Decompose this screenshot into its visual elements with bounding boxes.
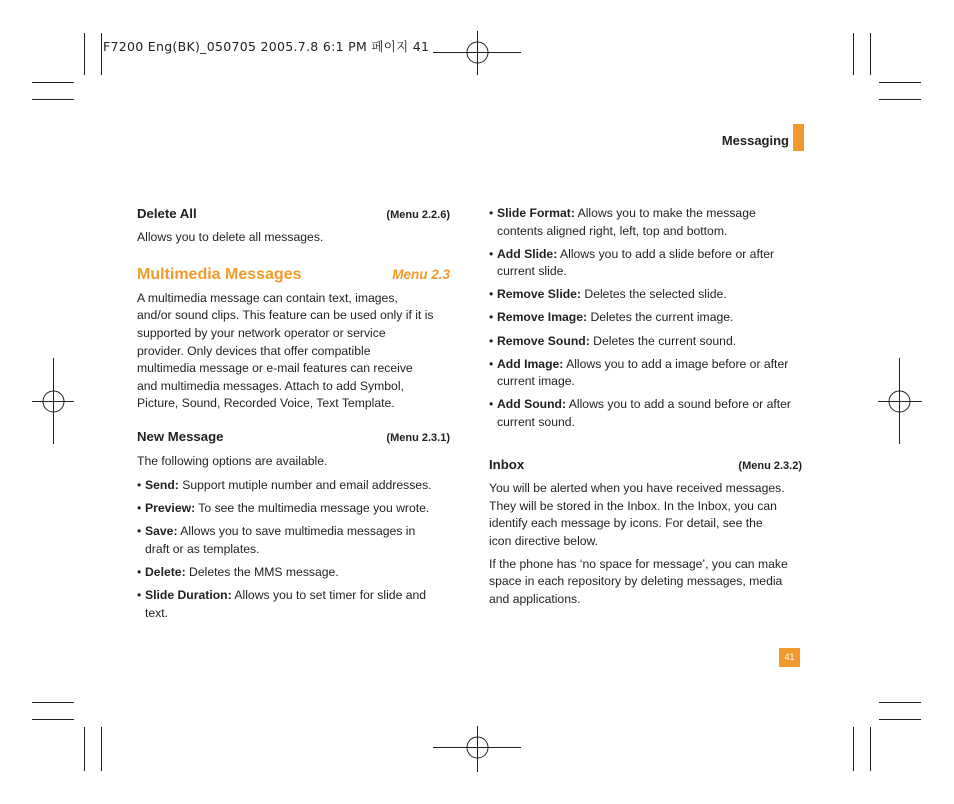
crop-mark xyxy=(101,727,102,771)
text-line: provider. Only devices that offer compatible xyxy=(137,343,371,358)
option-desc: draft or as templates. xyxy=(145,541,260,556)
list-item: • Add Image: Allows you to add a image before or after current image. xyxy=(489,356,802,391)
registration-target-icon xyxy=(32,358,74,444)
menu-ref: Menu 2.3 xyxy=(392,267,450,283)
section-title: Delete All xyxy=(137,206,197,221)
text-line: If the phone has ‘no space for message’, you can make xyxy=(489,556,788,571)
registration-target-icon xyxy=(878,358,922,444)
text-line: space in each repository by deleting messages, media xyxy=(489,574,783,589)
option-list xyxy=(489,205,802,432)
crop-mark xyxy=(84,33,85,75)
list-item: • Slide Format: Allows you to make the message contents aligned right, left, top and bottom. xyxy=(489,205,802,240)
text-line: multimedia message or e-mail features can receive xyxy=(137,361,413,376)
option-term: Send: xyxy=(145,478,179,493)
inbox-heading xyxy=(489,456,802,476)
option-term: Save: xyxy=(145,524,178,539)
list-item: • Slide Duration: Allows you to set timer for slide and text. xyxy=(137,587,450,622)
option-desc: Allows you to add a sound before or after xyxy=(566,397,791,412)
running-head: Messaging xyxy=(721,133,789,148)
list-item: • Add Slide: Allows you to add a slide before or after current slide. xyxy=(489,246,802,281)
section-tab xyxy=(793,124,804,151)
list-item: • Add Sound: Allows you to add a sound before or after current sound. xyxy=(489,396,802,431)
crop-mark xyxy=(84,727,85,771)
delete-all-heading xyxy=(137,205,450,225)
chapter-title: Multimedia Messages xyxy=(137,266,302,284)
crop-mark xyxy=(853,33,854,75)
crop-mark xyxy=(32,99,74,100)
inbox-paragraph xyxy=(489,556,802,609)
option-desc: To see the multimedia message you wrote. xyxy=(195,501,430,516)
crop-mark xyxy=(853,727,854,771)
option-desc: Allows you to add a slide before or after xyxy=(557,246,775,261)
option-desc: Allows you to make the message xyxy=(574,206,756,220)
option-list xyxy=(137,477,450,622)
text-line: identify each message by icons. For detail, see the xyxy=(489,516,763,531)
option-term: Add Slide: xyxy=(497,246,558,261)
option-term: Preview: xyxy=(145,501,196,516)
crop-mark xyxy=(879,702,921,703)
list-item: • Save: Allows you to save multimedia messages in draft or as templates. xyxy=(137,523,450,558)
option-desc: Allows you to set timer for slide and xyxy=(231,588,427,603)
option-desc: Allows you to save multimedia messages in xyxy=(177,524,416,539)
page-number: 41 xyxy=(779,648,800,667)
multimedia-heading xyxy=(137,266,450,284)
option-term: Slide Format: xyxy=(497,206,575,220)
crop-mark xyxy=(32,702,74,703)
option-desc: text. xyxy=(145,605,169,620)
option-desc: current slide. xyxy=(497,264,567,279)
text-line: and applications. xyxy=(489,591,581,606)
option-term: Delete: xyxy=(145,565,186,579)
option-term: Remove Slide: xyxy=(497,287,581,302)
option-desc: current image. xyxy=(497,374,575,389)
option-desc: Deletes the current sound. xyxy=(589,333,737,348)
list-item: • Preview: To see the multimedia message you wrote. xyxy=(137,501,430,516)
option-desc: Deletes the MMS message. xyxy=(185,565,339,579)
option-desc: Support mutiple number and email addresses. xyxy=(178,478,432,493)
list-item: • Remove Image: Deletes the current image. xyxy=(489,310,734,325)
right-column xyxy=(489,205,802,608)
multimedia-paragraph xyxy=(137,290,450,413)
menu-ref: (Menu 2.2.6) xyxy=(386,209,450,221)
option-desc: contents aligned right, left, top and bottom. xyxy=(497,223,728,238)
text-line: supported by your network operator or service xyxy=(137,325,386,340)
body-text: Allows you to delete all messages. xyxy=(137,229,324,244)
option-desc: Deletes the current image. xyxy=(587,310,734,325)
text-line: You will be alerted when you have received messages. xyxy=(489,481,785,496)
registration-target-icon xyxy=(433,31,521,75)
crop-mark xyxy=(879,99,921,100)
crop-mark xyxy=(32,719,74,720)
list-item: • Remove Sound: Deletes the current sound. xyxy=(489,333,737,348)
option-term: Slide Duration: xyxy=(145,588,232,603)
crop-mark xyxy=(870,33,871,75)
crop-mark xyxy=(879,719,921,720)
option-desc: Allows you to add a image before or after xyxy=(563,356,789,371)
option-term: Remove Image: xyxy=(497,310,588,325)
text-line: They will be stored in the Inbox. In the Inbox, you can xyxy=(489,498,777,513)
text-line: Picture, Sound, Recorded Voice, Text Template. xyxy=(137,396,395,411)
crop-mark xyxy=(32,82,74,83)
section-title: New Message xyxy=(137,428,224,444)
crop-mark xyxy=(101,33,102,75)
section-title: Inbox xyxy=(489,456,525,472)
option-desc: current sound. xyxy=(497,414,575,429)
text-line: and multimedia messages. Attach to add Symbol, xyxy=(137,378,404,393)
menu-ref: (Menu 2.3.1) xyxy=(386,431,450,444)
inbox-paragraph xyxy=(489,480,802,550)
list-item: • Send: Support mutiple number and email addresses. xyxy=(137,478,432,493)
list-item: • Delete: Deletes the MMS message. xyxy=(137,565,339,579)
text-line: icon directive below. xyxy=(489,533,599,548)
crop-mark xyxy=(879,82,921,83)
new-message-heading xyxy=(137,428,450,448)
text-line: and/or sound clips. This feature can be used only if it is xyxy=(137,308,434,323)
option-term: Add Image: xyxy=(497,356,564,371)
option-term: Add Sound: xyxy=(497,397,567,412)
left-column xyxy=(137,205,450,622)
print-slug: F7200 Eng(BK)_050705 2005.7.8 6:1 PM 페이지 41 xyxy=(103,39,430,54)
crop-mark xyxy=(870,727,871,771)
body-text: The following options are available. xyxy=(137,453,328,468)
menu-ref: (Menu 2.3.2) xyxy=(738,459,802,472)
registration-target-icon xyxy=(433,726,521,772)
option-desc: Deletes the selected slide. xyxy=(581,287,727,302)
text-line: A multimedia message can contain text, images, xyxy=(137,290,398,305)
list-item: • Remove Slide: Deletes the selected slide. xyxy=(489,287,727,302)
option-term: Remove Sound: xyxy=(497,333,590,348)
